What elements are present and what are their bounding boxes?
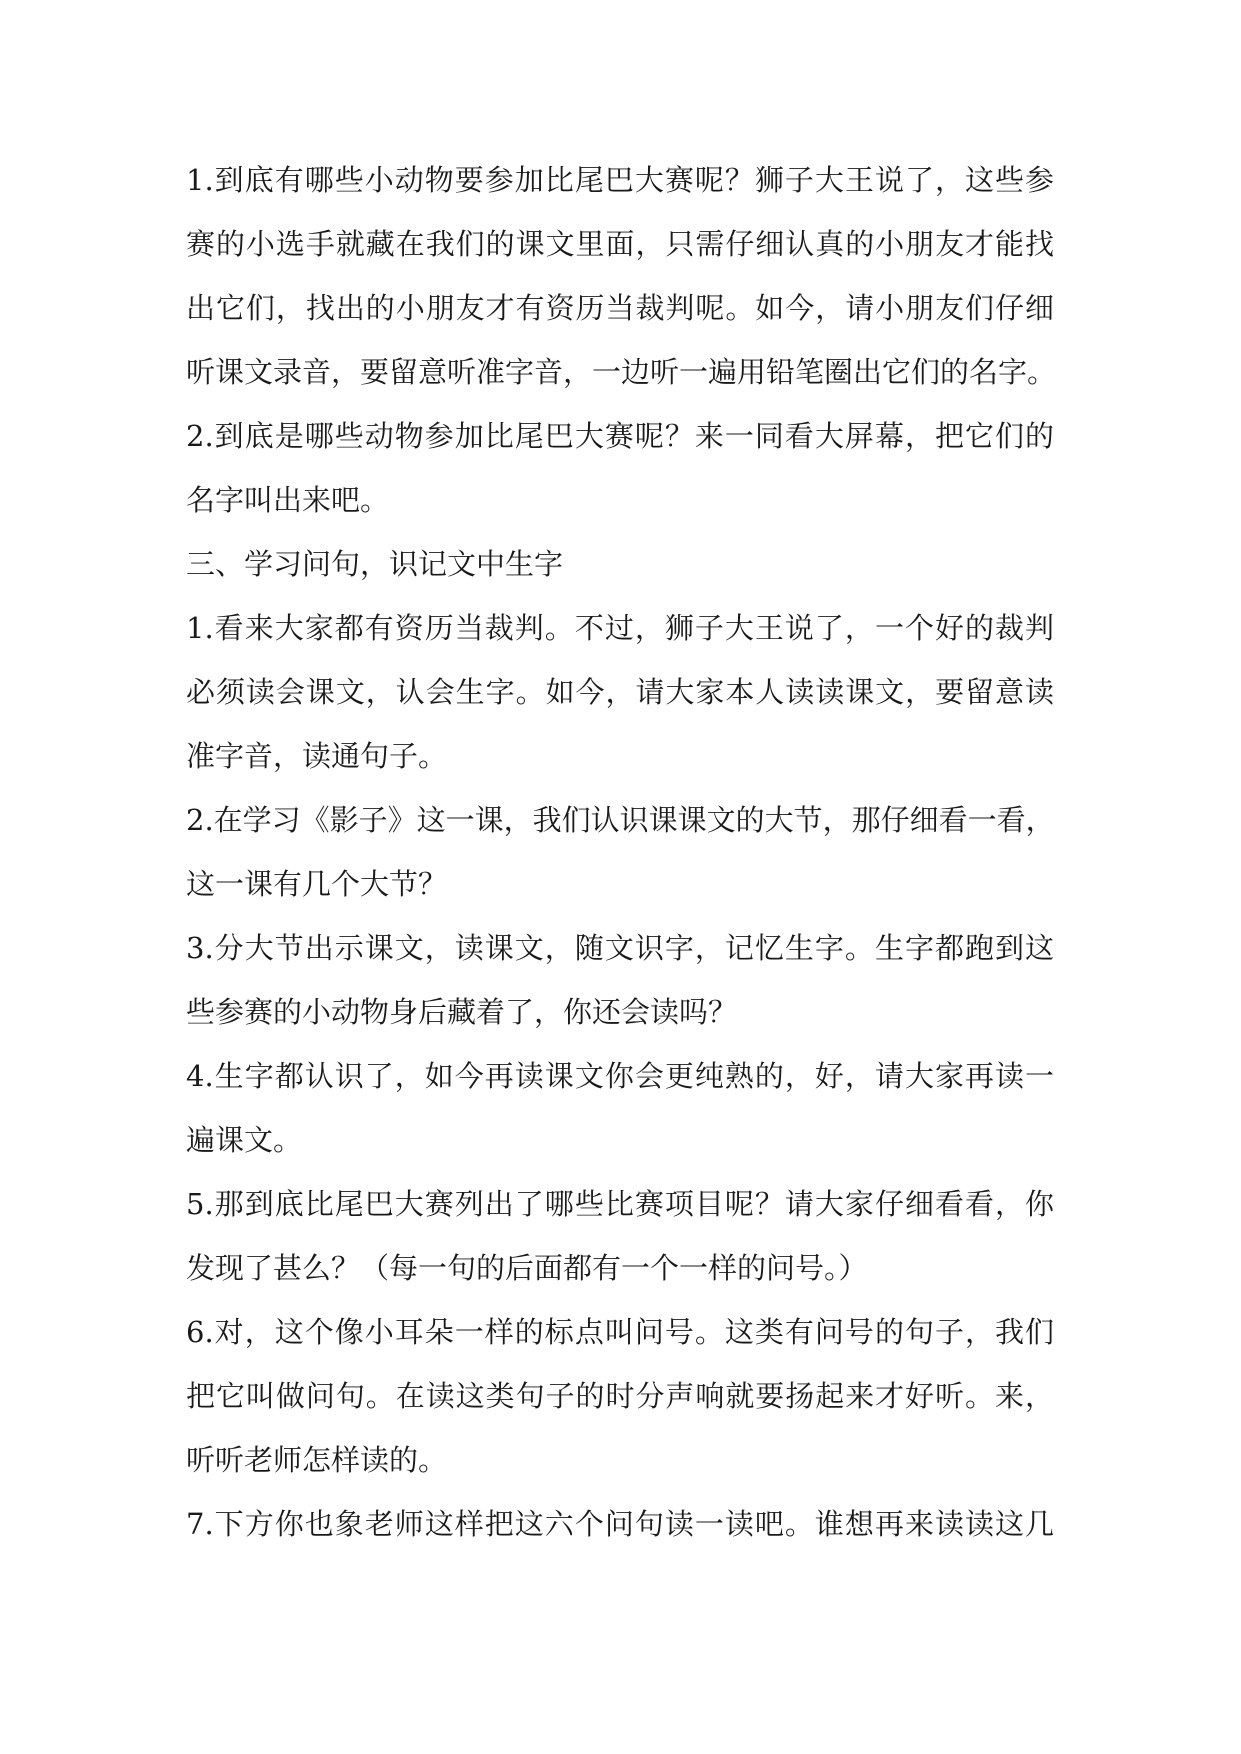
text-line: 名字叫出来吧。	[186, 483, 390, 517]
text-line: 听听老师怎样读的。	[186, 1443, 448, 1477]
section-heading: 三、学习问句，识记文中生字	[186, 547, 564, 581]
text-line: 发现了甚么？（每一句的后面都有一个一样的问号。）	[186, 1251, 868, 1285]
text-line: 必须读会课文，认会生字。如今，请大家本人读读课文，要留意读	[186, 675, 1054, 709]
text-line: 遍课文。	[186, 1123, 303, 1157]
text-line: 赛的小选手就藏在我们的课文里面，只需仔细认真的小朋友才能找	[186, 227, 1054, 261]
text-line: 这一课有几个大节？	[186, 867, 448, 901]
text-line: 1.看来大家都有资历当裁判。不过，狮子大王说了，一个好的裁判	[186, 611, 1054, 645]
text-line: 1.到底有哪些小动物要参加比尾巴大赛呢？狮子大王说了，这些参	[186, 163, 1054, 197]
text-line: 出它们，找出的小朋友才有资历当裁判呢。如今，请小朋友们仔细	[186, 291, 1054, 325]
text-line: 听课文录音，要留意听准字音，一边听一遍用铅笔圈出它们的名字。	[186, 355, 1057, 389]
text-line: 些参赛的小动物身后藏着了，你还会读吗？	[186, 995, 738, 1029]
text-line: 5.那到底比尾巴大赛列出了哪些比赛项目呢？请大家仔细看看，你	[186, 1187, 1054, 1221]
text-line: 2.在学习《影子》这一课，我们认识课课文的大节，那仔细看一看，	[186, 803, 1055, 837]
text-line: 4.生字都认识了，如今再读课文你会更纯熟的，好，请大家再读一	[186, 1059, 1054, 1093]
text-line: 6.对，这个像小耳朵一样的标点叫问号。这类有问号的句子，我们	[186, 1315, 1054, 1349]
text-line: 把它叫做问句。在读这类句子的时分声响就要扬起来才好听。来，	[186, 1379, 1054, 1413]
document-body	[186, 148, 1057, 1556]
text-line: 2.到底是哪些动物参加比尾巴大赛呢？来一同看大屏幕，把它们的	[186, 419, 1054, 453]
text-line: 准字音，读通句子。	[186, 739, 448, 773]
text-line: 7.下方你也象老师这样把这六个问句读一读吧。谁想再来读读这几	[186, 1507, 1054, 1541]
text-line: 3.分大节出示课文，读课文，随文识字，记忆生字。生字都跑到这	[186, 931, 1054, 965]
